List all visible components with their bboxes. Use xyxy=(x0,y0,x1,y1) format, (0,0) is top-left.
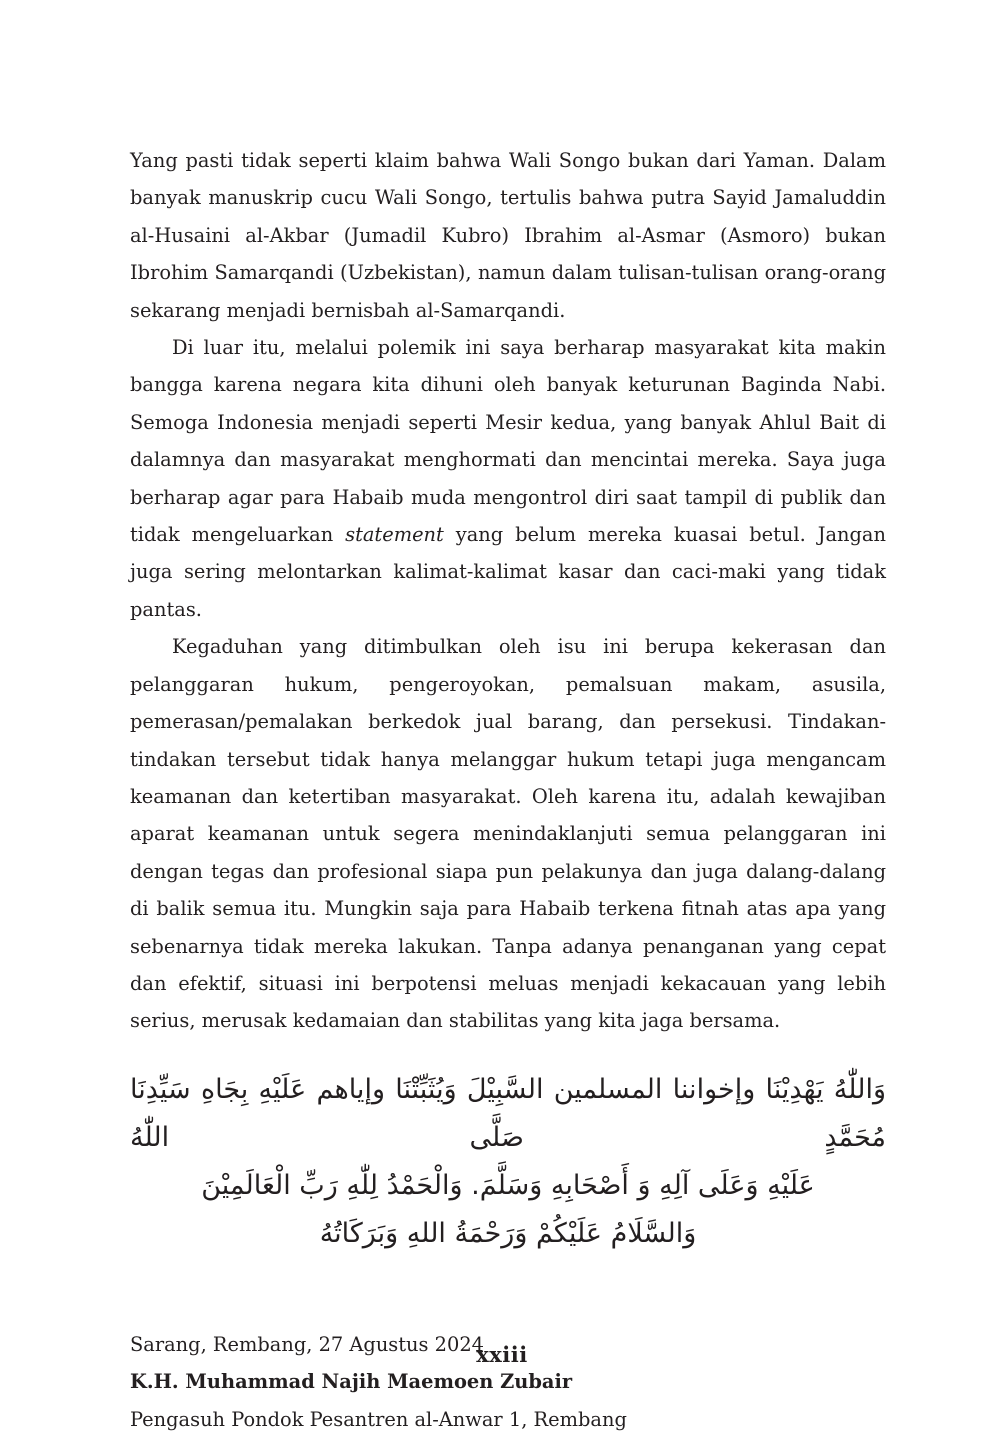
page-number: xxiii xyxy=(476,1342,528,1367)
paragraph-1-text: Yang pasti tidak seperti klaim bahwa Wali Songo bukan dari Yaman. Dalam banyak manuskrip cucu Wali Songo, tertulis bahwa putra Sayid Jamaluddin al-Husaini al-Akbar (Jumadil Kubro) Ibrahim al-Asmar (Asmoro) bukan Ibrohim Samarqandi (Uzbekistan), namun dalam tulisan-tulisan orang-orang sekarang menjadi bernisbah al-Samarqandi. xyxy=(130,149,886,322)
paragraph-2-text-start: Di luar itu, melalui polemik ini saya berharap masyarakat kita makin bangga karena negara kita dihuni oleh banyak keturunan Baginda Nabi. Semoga Indonesia menjadi seperti Mesir kedua, yang banyak Ahlul Bait di dalamnya dan masyarakat menghormati dan mencintai mereka. Saya juga berharap agar para Habaib muda mengontrol diri saat tampil di publik dan tidak mengeluarkan xyxy=(130,336,886,547)
body-paragraph-2 xyxy=(130,329,886,628)
arabic-line-2: عَلَيْهِ وَعَلَى آلِهِ وَ أَصْحَابِهِ وَسَلَّمَ. وَالْحَمْدُ لِلّٰهِ رَبِّ الْعَالَمِيْنَ xyxy=(201,1169,815,1201)
paragraph-3-text: Kegaduhan yang ditimbulkan oleh isu ini berupa kekerasan dan pelanggaran hukum, pengeroyokan, pemalsuan makam, asusila, pemerasan/pemalakan berkedok jual barang, dan persekusi. Tindakan-tindakan tersebut tidak hanya melanggar hukum tetapi juga mengancam keamanan dan ketertiban masyarakat. Oleh karena itu, adalah kewajiban aparat keamanan untuk segera menindaklanjuti semua pelanggaran ini dengan tegas dan profesional siapa pun pelakunya dan juga dalang-dalang di balik semua itu. Mungkin saja para Habaib terkena fitnah atas apa yang sebenarnya tidak mereka lakukan. Tanpa adanya penanganan yang cepat dan efektif, situasi ini berpotensi meluas menjadi kekacauan yang lebih serius, merusak kedamaian dan stabilitas yang kita jaga bersama. xyxy=(130,635,886,1033)
body-paragraph-1 xyxy=(130,142,886,329)
body-paragraph-3 xyxy=(130,628,886,1039)
paragraph-2-italic-term: statement xyxy=(345,523,444,547)
arabic-line-1: وَاللّٰهُ يَهْدِيْنَا وإخواننا المسلمين السَّبِيْلَ وَيُثَبِّتْنَا وإياهم عَلَيْهِ بِجَاهِ سَيِّدِنَا مُحَمَّدٍ صَلَّى اللّٰهُ xyxy=(130,1073,886,1153)
author-name: K.H. Muhammad Najih Maemoen Zubair xyxy=(130,1370,573,1394)
arabic-line-3: وَالسَّلَامُ عَلَيْكُمْ وَرَحْمَةُ اللهِ وَبَرَكَاتُهُ xyxy=(319,1217,697,1249)
arabic-closing-prayer xyxy=(130,1066,886,1258)
place-and-date: Sarang, Rembang, 27 Agustus 2024 xyxy=(130,1332,485,1356)
page-content xyxy=(130,142,886,1438)
paragraph-2-text-end: yang belum mereka kuasai betul. Jangan juga sering melontarkan kalimat-kalimat kasar dan caci-maki yang tidak pantas. xyxy=(130,523,886,621)
author-position: Pengasuh Pondok Pesantren al-Anwar 1, Rembang xyxy=(130,1407,627,1431)
